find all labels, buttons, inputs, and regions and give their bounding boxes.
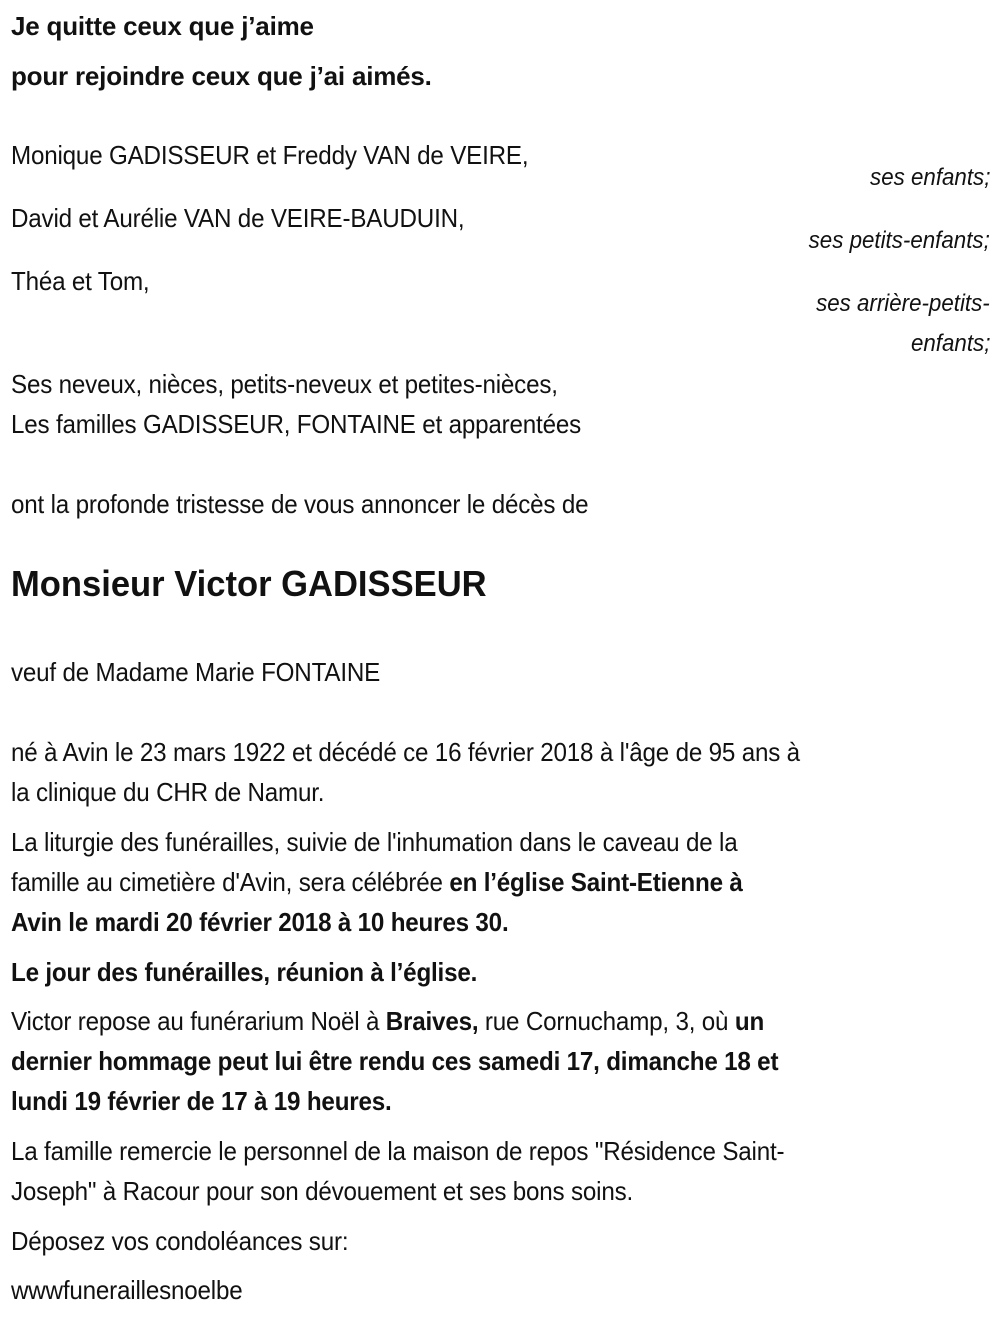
epigraph-line-2: pour rejoindre ceux que j’ai aimés. [11,61,432,91]
liturgy-line-2 [11,867,743,897]
viewing-line-1-a: Victor repose au funérarium Noël à [11,1006,386,1036]
children-names: Monique GADISSEUR et Freddy VAN de VEIRE, [11,140,529,170]
viewing-town: Braives, [385,1006,479,1036]
condolences-label: Déposez vos condoléances sur: [11,1226,349,1256]
epigraph-line-1: Je quitte ceux que j’aime [11,11,314,41]
great-grandchildren-names: Théa et Tom, [11,266,150,296]
grandchildren-relation: ses petits-enfants; [808,227,990,254]
viewing-line-2: dernier hommage peut lui être rendu ces samedi 17, dimanche 18 et [11,1046,779,1076]
viewing-line-3: lundi 19 février de 17 à 19 heures. [11,1086,392,1116]
thanks-line-2: Joseph" à Racour pour son dévouement et ses bons soins. [11,1176,634,1206]
meeting-text: Le jour des funérailles, réunion à l’église. [11,957,478,987]
birth-death-line-2: la clinique du CHR de Namur. [11,777,325,807]
relatives-line-1: Ses neveux, nièces, petits-neveux et petites-nièces, [11,369,558,399]
deceased-name: Monsieur Victor GADISSEUR [11,563,487,604]
viewing-line-1-d: un [734,1006,765,1036]
great-grandchildren-relation-line-2: enfants; [910,330,990,357]
widower-of: veuf de Madame Marie FONTAINE [11,657,381,687]
viewing-address: rue Cornuchamp, 3, où [478,1006,735,1036]
liturgy-church: en l’église Saint-Etienne à [449,867,743,897]
grandchildren-names: David et Aurélie VAN de VEIRE-BAUDUIN, [11,203,465,233]
liturgy-date-time: Avin le mardi 20 février 2018 à 10 heures 30. [11,907,509,937]
condolences-website[interactable]: wwwfuneraillesnoelbe [11,1275,243,1305]
liturgy-line-1: La liturgie des funérailles, suivie de l'inhumation dans le caveau de la [11,827,738,857]
thanks-line-1: La famille remercie le personnel de la maison de repos "Résidence Saint- [11,1136,785,1166]
viewing-line-1 [11,1006,764,1036]
liturgy-line-2-regular: famille au cimetière d'Avin, sera célébrée [11,867,450,897]
birth-death-line-1: né à Avin le 23 mars 1922 et décédé ce 16 février 2018 à l'âge de 95 ans à [11,737,800,767]
relatives-line-2: Les familles GADISSEUR, FONTAINE et apparentées [11,409,582,439]
great-grandchildren-relation-line-1: ses arrière-petits- [816,290,990,317]
announcement-text: ont la profonde tristesse de vous annoncer le décès de [11,489,589,519]
children-relation: ses enfants; [869,164,990,191]
